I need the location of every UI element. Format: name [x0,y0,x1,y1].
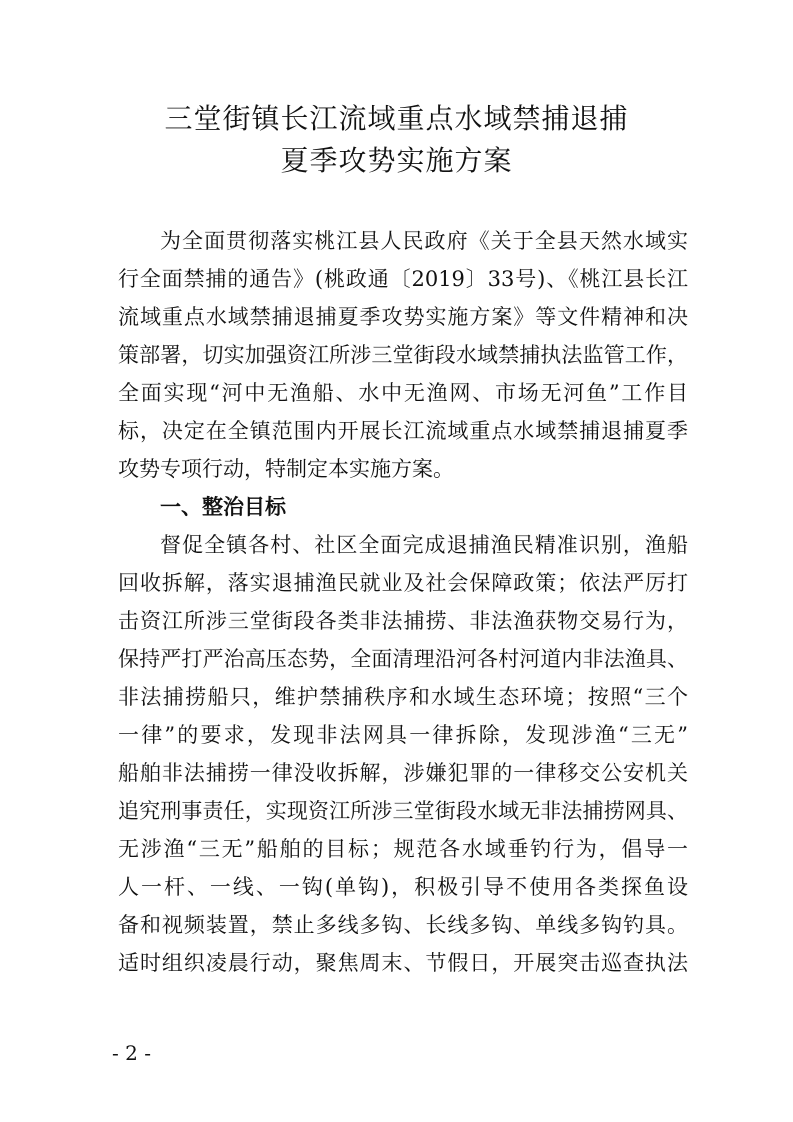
title-line-1: 三堂街镇长江流域重点水域禁捕退捕 [164,102,629,135]
text-line: 全面实现“河中无渔船、水中无渔网、市场无河鱼”工作目 [118,381,688,405]
intro-paragraph [118,222,688,488]
page-number: - 2 - [112,1041,151,1065]
section-heading: 一、整治目标 [160,495,286,519]
text-line: 流域重点水域禁捕退捕夏季攻势实施方案》等文件精神和决 [118,305,688,329]
text-line: 适时组织凌晨行动，聚焦周末、节假日，开展突击巡查执法 [118,951,688,975]
text-line: 回收拆解，落实退捕渔民就业及社会保障政策；依法严厉打 [118,571,688,595]
text-line: 一律”的要求，发现非法网具一律拆除，发现涉渔“三无” [118,723,688,747]
text-line: 督促全镇各村、社区全面完成退捕渔民精准识别，渔船 [160,533,688,557]
section-paragraph [118,526,688,982]
title-line-2: 夏季攻势实施方案 [280,144,513,177]
text-line: 追究刑事责任，实现资江所涉三堂街段水域无非法捕捞网具、 [118,799,688,823]
text-line: 攻势专项行动，特制定本实施方案。 [118,457,454,481]
text-line: 保持严打严治高压态势，全面清理沿河各村河道内非法渔具、 [118,647,688,671]
text-line: 无涉渔“三无”船舶的目标；规范各水域垂钓行为，倡导一 [118,837,688,861]
text-line: 行全面禁捕的通告》(桃政通〔2019〕33号)、《桃江县长江 [118,267,688,291]
text-line: 非法捕捞船只，维护禁捕秩序和水域生态环境；按照“三个 [118,685,688,709]
text-line: 标，决定在全镇范围内开展长江流域重点水域禁捕退捕夏季 [118,419,688,443]
text-line: 策部署，切实加强资江所涉三堂街段水域禁捕执法监管工作， [118,343,688,367]
text-line: 船舶非法捕捞一律没收拆解，涉嫌犯罪的一律移交公安机关 [118,761,688,785]
document-body [118,222,688,982]
document-title [0,98,793,182]
text-line: 击资江所涉三堂街段各类非法捕捞、非法渔获物交易行为， [118,609,688,633]
text-line: 备和视频装置，禁止多线多钩、长线多钩、单线多钩钓具。 [118,913,688,937]
text-line: 人一杆、一线、一钩(单钩)，积极引导不使用各类探鱼设 [118,875,688,899]
text-line: 为全面贯彻落实桃江县人民政府《关于全县天然水域实 [160,229,688,253]
